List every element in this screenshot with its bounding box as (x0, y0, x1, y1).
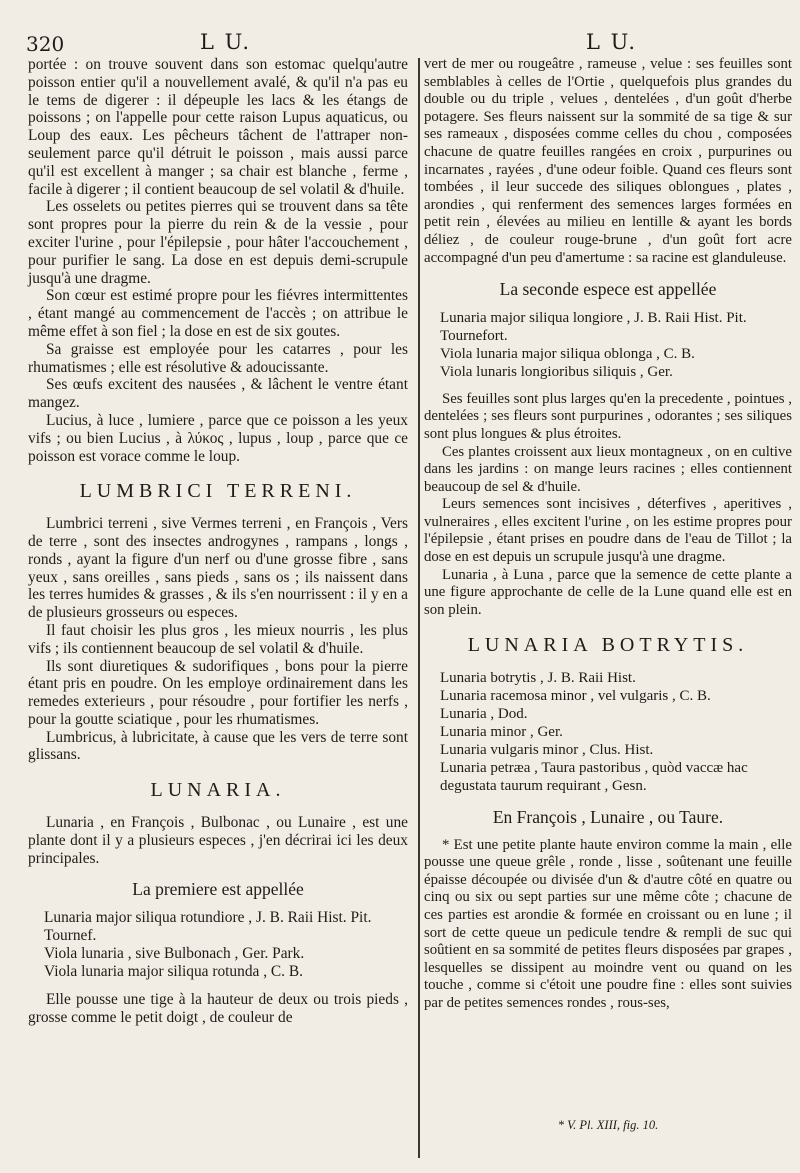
synonym-line: Lunaria racemosa minor , vel vulgaris , C. B. (440, 688, 711, 705)
column-divider (418, 58, 420, 1158)
paragraph: Ses œufs excitent des nausées , & lâchent le ventre étant mangez. (28, 376, 408, 412)
synonym-line: Viola lunaria , sive Bulbonach , Ger. Park. (44, 945, 305, 963)
footnote: * V. Pl. XIII, fig. 10. (557, 1118, 659, 1132)
left-column (28, 56, 408, 1027)
paragraph: Ces plantes croissent aux lieux montagneux , on en cultive dans les jardins : on mange leurs racines ; elles contiennent beaucoup de sel & d'huile. (424, 443, 792, 495)
paragraph: Elle pousse une tige à la hauteur de deux ou trois pieds , grosse comme le petit doigt , de couleur de (28, 991, 408, 1027)
paragraph: Lumbrici terreni , sive Vermes terreni , en François , Vers de terre , sont des insectes androgynes , rampans , longs , ronds , ayant la figure d'un nerf ou d'une grosse fibre , sans yeux , sans oreilles , sans pieds , sans os ; ils naissent dans les terres humides & grasses , & ils s'en nourrissent : il y en a de plusieurs grosseurs ou especes. (28, 515, 408, 622)
paragraph: portée : on trouve souvent dans son estomac quelqu'autre poisson entier qu'il a nouvellement avalé, & qu'il n'a pas eu le tems de digerer : il dépeuple les lacs & les étangs de poissons ; on l'appelle pour cette raison Lupus aquaticus, ou Loup des eaux. Les pêcheurs tâchent de l'attraper non-seulement parce qu'il détruit le poisson , mais aussi parce qu'il est excellent à manger ; sa chair est blanche , ferme , facile à digerer ; il contient beaucoup de sel volatil & d'huile. (28, 56, 408, 198)
french-name-line: En François , Lunaire , ou Taure. (492, 807, 724, 828)
paragraph: * Est une petite plante haute environ comme la main , elle pousse une queue grêle , ronde , lisse , soûtenant une feuille épaisse découpée ou divisée d'un & d'autre côté en quatre ou cinq ou six ou sept parties sur une même côte ; chacune de ces parties est arondie & formée en croissant ou en lune ; il sort de cette queue un pedicule tendre & rempli de suc qui soûtient en sa sommité de petites fleurs disposées par grapes , lesquelles se dissipent au moindre vent ou quand on les touche , comme si c'étoit une poudre fine : elles sont suivies par de petites semences rondes , rous-ses, (424, 836, 792, 1011)
paragraph: Sa graisse est employée pour les catarres , pour les rhumatismes ; elle est résolutive & adoucissante. (28, 340, 408, 376)
paragraph: Lunaria , en François , Bulbonac , ou Lunaire , est une plante dont il y a plusieurs especes , j'en décrirai ici les deux principales. (28, 814, 408, 867)
section-heading: LUNARIA BOTRYTIS. (467, 634, 749, 657)
paragraph: Ses feuilles sont plus larges qu'en la precedente , pointues , dentelées ; ses fleurs sont purpurines , odorantes ; ses siliques sont plus longues & plus étroites. (424, 390, 792, 442)
page-number: 320 (26, 32, 65, 56)
running-head-right: L U. (586, 30, 638, 54)
synonym-line: Lunaria botrytis , J. B. Raii Hist. (440, 670, 636, 687)
synonym-line: Viola lunaris longioribus siliquis , Ger. (440, 363, 673, 380)
paragraph: Ils sont diuretiques & sudorifiques , bons pour la pierre étant pris en poudre. On les employe ordinairement dans les remedes exterieurs , pour résoudre , pour fortifier les nerfs , pour la goutte sciatique , pour les rhumatismes. (28, 657, 408, 728)
synonym-line: Lunaria major siliqua rotundiore , J. B. Raii Hist. Pit. Tournef. (44, 909, 372, 945)
section-heading: LUNARIA. (150, 779, 286, 802)
paragraph: vert de mer ou rougeâtre , rameuse , velue : ses feuilles sont semblables à celles de l'Ortie , quelquefois plus grandes du double ou du triple , velues , dentelées , d'un goût d'herbe potagere. Ses fleurs naissent sur la sommité de sa tige & sur ses rameaux , disposées comme celles du chou , composées chacune de quatre feuilles rangées en croix , purpurines ou incarnates , rayées , d'une odeur foible. Quand ces fleurs sont tombées , il leur succede des siliques oblongues , plates , arondies , qui renferment des semences larges formées en petit rein , élevées au milieu en lentille & ayant les bords déliez , de couleur rouge-brune , d'un goût fort acre accompagné d'un peu d'amertume : sa racine est glanduleuse. (424, 56, 792, 266)
paragraph: Il faut choisir les plus gros , les mieux nourris , les plus vifs ; ils contiennent beaucoup de sel volatil & d'huile. (28, 621, 408, 657)
section-heading: LUMBRICI TERRENI. (79, 480, 357, 503)
paragraph: Son cœur est estimé propre pour les fiévres intermittentes , étant mangé au commencement de l'accès ; on attribue le même effet à son fiel ; la dose en est de six goutes. (28, 287, 408, 340)
synonym-line: Lunaria major siliqua longiore , J. B. Raii Hist. Pit. Tournefort. (440, 309, 747, 344)
synonym-line: Viola lunaria major siliqua rotunda , C. B. (44, 963, 303, 981)
synonym-line: Lunaria minor , Ger. (440, 724, 563, 741)
right-column (424, 56, 792, 1013)
paragraph: Leurs semences sont incisives , déterfives , aperitives , vulneraires , elles excitent l'urine , on les estime propres pour l'épilepsie , étant prises en poudre dans de l'eau de Tillot ; la dose en est depuis un scrupule jusqu'à une dragme. (424, 496, 792, 566)
synonym-line: Lunaria vulgaris minor , Clus. Hist. (440, 742, 654, 759)
page-header (0, 24, 800, 58)
etymology-paragraph: Lucius, à luce , lumiere , parce que ce poisson a les yeux vifs ; ou bien Lucius , à λύκος , lupus , loup , parce que ce poisson est vorace comme le loup. (28, 411, 408, 465)
paragraph: Les osselets ou petites pierres qui se trouvent dans sa tête sont propres pour la pierre du rein & de la vessie , pour exciter l'urine , pour l'épilepsie , pour hâter l'accouchement , pour purifier le sang. La dose en est depuis demi-scrupule jusqu'à une dragme. (28, 198, 408, 287)
synonym-line: Lunaria petræa , Taura pastoribus , quòd vaccæ hac degustata taurum requirant , Gesn. (440, 760, 748, 795)
running-head-left: L U. (200, 30, 252, 54)
synonym-line: Lunaria , Dod. (440, 706, 528, 723)
etymology-paragraph: Lunaria , à Luna , parce que la semence de cette plante a une figure approchante de celle de la Lune quand elle est en son plein. (424, 566, 792, 618)
subheading: La premiere est appellée (132, 879, 304, 900)
synonym-line: Viola lunaria major siliqua oblonga , C. B. (440, 345, 695, 362)
etymology-paragraph: Lumbricus, à lubricitate, à cause que les vers de terre sont glissans. (28, 728, 408, 764)
subheading: La seconde espece est appellée (499, 279, 717, 300)
